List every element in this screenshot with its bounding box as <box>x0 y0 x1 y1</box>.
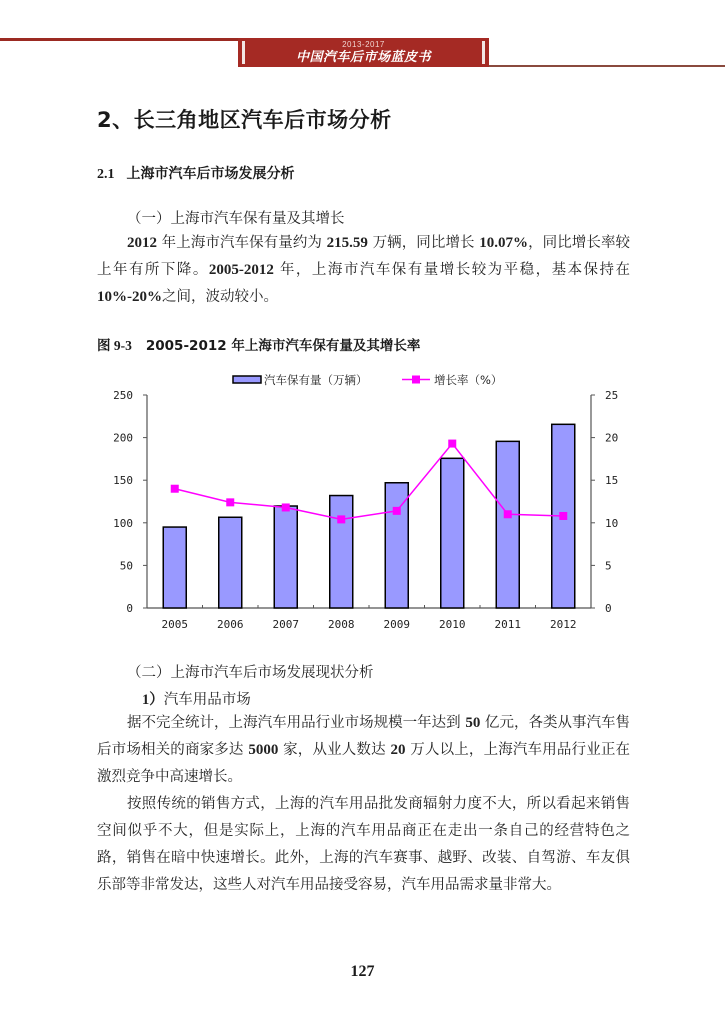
header-title: 中国汽车后市场蓝皮书 <box>295 50 431 65</box>
header-years: 2013-2017 <box>342 40 385 49</box>
left-axis-tick-label: 100 <box>113 516 133 530</box>
growth-rate-marker-2007 <box>282 503 290 511</box>
bar-2008 <box>330 496 353 608</box>
left-axis-tick-label: 150 <box>113 474 133 488</box>
right-axis-tick-label: 25 <box>605 389 619 402</box>
x-axis-label: 2012 <box>550 618 577 631</box>
figure-label: 图 9-3 <box>97 338 132 353</box>
left-axis-tick-label: 200 <box>113 431 133 445</box>
text-run: 之间，波动较小。 <box>162 289 278 305</box>
legend-line-marker <box>412 376 420 384</box>
x-axis-label: 2009 <box>383 618 410 631</box>
right-axis-tick-label: 10 <box>605 516 619 530</box>
legend-line-label: 增长率（%） <box>434 373 503 387</box>
growth-rate-marker-2012 <box>559 512 567 520</box>
part2-paragraph-2: 按照传统的销售方式，上海的汽车用品批发商辐射力度不大，所以看起来销售空间似乎不大，但是实际上，上海的汽车用品商正在走出一条自己的经营特色之路，销售在暗中快速增长。此外，上海的汽车赛事、越野、改装、自驾游、车友俱乐部等非常发达，这些人对汽车用品接受容易，汽车用品需求量非常大。 <box>97 796 630 893</box>
section-title: 2、长三角地区汽车后市场分析 <box>97 108 392 132</box>
growth-rate-marker-2006 <box>226 498 234 506</box>
text-run: 万人以上，上海汽车用品行业正在激烈竞争中高速增长。 <box>97 742 631 785</box>
left-axis-tick-label: 0 <box>126 602 133 615</box>
figure-caption <box>97 334 420 354</box>
subsection-number: 2.1 <box>97 167 115 182</box>
bold-figure: 10.07% <box>479 235 529 251</box>
bold-figure: 215.59 <box>326 235 368 251</box>
text-run: ，同比增长率较上年有所下降。 <box>97 235 631 278</box>
growth-rate-marker-2005 <box>171 485 179 493</box>
chart-canvas <box>100 365 640 645</box>
bold-figure: 2012 <box>127 235 157 251</box>
legend-bar-swatch <box>233 376 261 383</box>
text-run: 家，从业人数达 <box>278 742 391 758</box>
subsection-title <box>97 163 295 183</box>
bold-figure: 10%-20% <box>97 289 162 305</box>
bold-figure: 2005-2012 <box>208 262 274 278</box>
item1-number: 1） <box>142 692 164 708</box>
bar-2010 <box>441 458 464 608</box>
right-axis-tick-label: 20 <box>605 431 619 445</box>
legend-bar-label: 汽车保有量（万辆） <box>264 373 368 387</box>
bold-figure: 50 <box>465 715 481 731</box>
header-stripe-right <box>482 41 485 64</box>
text-run: 年上海市汽车保有量约为 <box>157 235 327 251</box>
bold-figure: 5000 <box>248 742 279 758</box>
text-run: 万辆，同比增长 <box>367 235 480 251</box>
x-axis-label: 2007 <box>272 618 299 631</box>
text-run: 年，上海市汽车保有量增长较为平稳，基本保持在 <box>273 262 631 278</box>
x-axis-label: 2010 <box>439 618 466 631</box>
bold-figure: 20 <box>390 742 406 758</box>
bar-2011 <box>496 441 519 608</box>
x-axis-label: 2005 <box>161 618 188 631</box>
item1-text: 汽车用品市场 <box>163 692 251 708</box>
header-rule-left <box>0 38 240 41</box>
header-stripe-left <box>242 41 245 64</box>
part2-paragraph-1 <box>97 710 630 791</box>
header-rule-right <box>489 65 725 67</box>
right-axis-tick-label: 15 <box>605 474 619 488</box>
figure-caption-text: 2005-2012 年上海市汽车保有量及其增长率 <box>145 338 421 354</box>
combo-chart <box>100 365 640 645</box>
bar-2006 <box>219 517 242 608</box>
bar-2005 <box>163 527 186 608</box>
right-axis-tick-label: 5 <box>605 559 612 573</box>
x-axis-label: 2008 <box>328 618 355 631</box>
left-axis-tick-label: 250 <box>113 389 133 402</box>
part1-heading: （一）上海市汽车保有量及其增长 <box>127 211 345 227</box>
bar-2007 <box>274 506 297 608</box>
part2-heading: （二）上海市汽车后市场发展现状分析 <box>127 665 374 681</box>
growth-rate-marker-2008 <box>337 515 345 523</box>
text-run: 据不完全统计，上海汽车用品行业市场规模一年达到 <box>127 715 466 731</box>
growth-rate-marker-2010 <box>448 440 456 448</box>
page-number: 127 <box>350 963 375 980</box>
growth-rate-marker-2009 <box>393 507 401 515</box>
subsection-text: 上海市汽车后市场发展分析 <box>126 166 295 182</box>
x-axis-label: 2011 <box>494 618 521 631</box>
growth-rate-marker-2011 <box>504 510 512 518</box>
left-axis-tick-label: 50 <box>119 559 133 573</box>
header-banner <box>238 38 489 67</box>
x-axis-label: 2006 <box>217 618 244 631</box>
right-axis-tick-label: 0 <box>605 602 612 615</box>
part1-paragraph <box>97 230 630 311</box>
item1-heading <box>142 688 251 709</box>
text-run: 亿元，各类从事汽车售后市场相关的商家多达 <box>97 715 631 758</box>
